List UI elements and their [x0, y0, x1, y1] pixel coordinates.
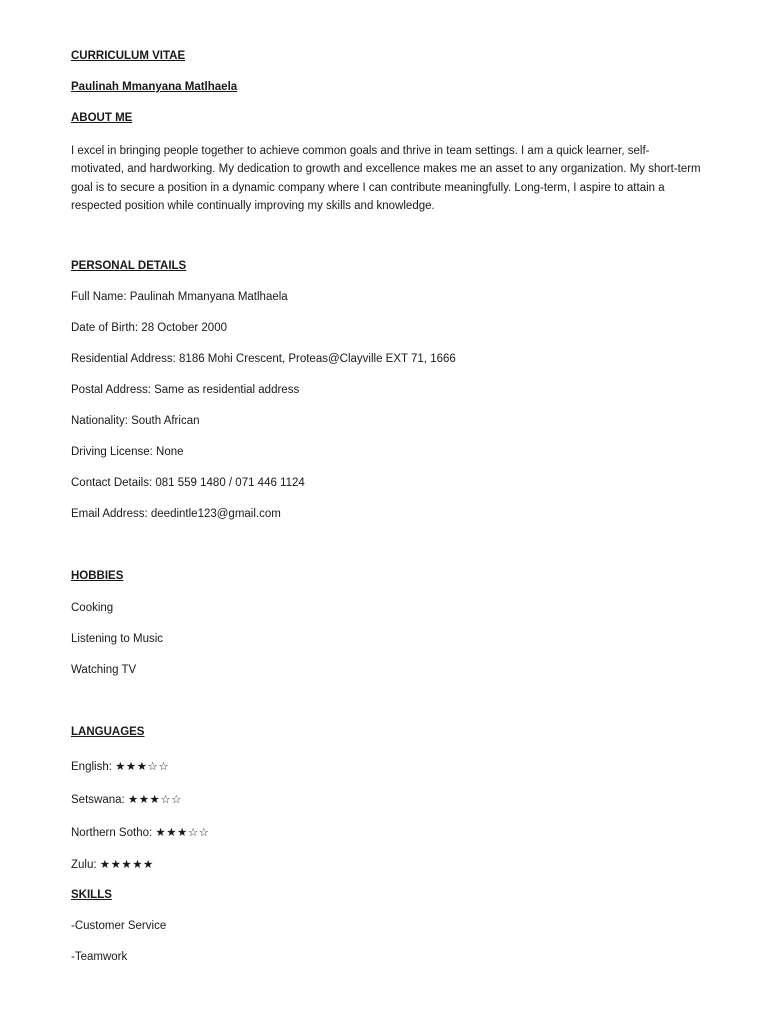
- skills-heading: SKILLS: [71, 889, 112, 901]
- email-address: Email Address: deedintle123@gmail.com: [71, 508, 281, 520]
- star-rating-icon: ★★★☆☆: [115, 761, 170, 773]
- skill-item: -Customer Service: [71, 920, 167, 932]
- language-label: Setswana:: [71, 794, 128, 806]
- driving-license: Driving License: None: [71, 446, 184, 458]
- date-of-birth: Date of Birth: 28 October 2000: [71, 322, 227, 334]
- postal-address: Postal Address: Same as residential address: [71, 384, 300, 396]
- personal-details-heading: PERSONAL DETAILS: [71, 260, 187, 272]
- languages-heading: LANGUAGES: [71, 726, 145, 738]
- language-label: Northern Sotho:: [71, 827, 156, 839]
- star-rating-icon: ★★★☆☆: [127, 794, 182, 806]
- hobby-item: Watching TV: [71, 664, 137, 676]
- residential-address: Residential Address: 8186 Mohi Crescent, Proteas@Clayville EXT 71, 1666: [71, 353, 456, 365]
- candidate-name: Paulinah Mmanyana Matlhaela: [71, 81, 238, 93]
- contact-details: Contact Details: 081 559 1480 / 071 446 1124: [71, 477, 305, 489]
- hobby-item: Cooking: [71, 602, 114, 614]
- nationality: Nationality: South African: [71, 415, 200, 427]
- star-rating-icon: ★★★★★: [99, 859, 154, 871]
- language-label: Zulu:: [71, 859, 100, 871]
- language-label: English:: [71, 761, 116, 773]
- hobbies-heading: HOBBIES: [71, 570, 124, 582]
- language-northern-sotho: [71, 825, 209, 839]
- language-zulu: [71, 857, 154, 871]
- skill-item: -Teamwork: [71, 951, 128, 963]
- full-name: Full Name: Paulinah Mmanyana Matlhaela: [71, 291, 288, 303]
- document-title: CURRICULUM VITAE: [71, 50, 186, 62]
- language-setswana: [71, 792, 182, 806]
- language-english: [71, 759, 169, 773]
- about-heading: ABOUT ME: [71, 112, 133, 124]
- star-rating-icon: ★★★☆☆: [155, 827, 210, 839]
- about-text: I excel in bringing people together to achieve common goals and thrive in team settings. I am a quick learner, self-motivated, and hardworking. My dedication to growth and excellence makes me an asset to any organization. My short-term goal is to secure a position in a dynamic company where I can contribute meaningfully. Long-term, I aspire to attain a respected position while continually improving my skills and knowledge.: [71, 145, 701, 212]
- hobby-item: Listening to Music: [71, 633, 164, 645]
